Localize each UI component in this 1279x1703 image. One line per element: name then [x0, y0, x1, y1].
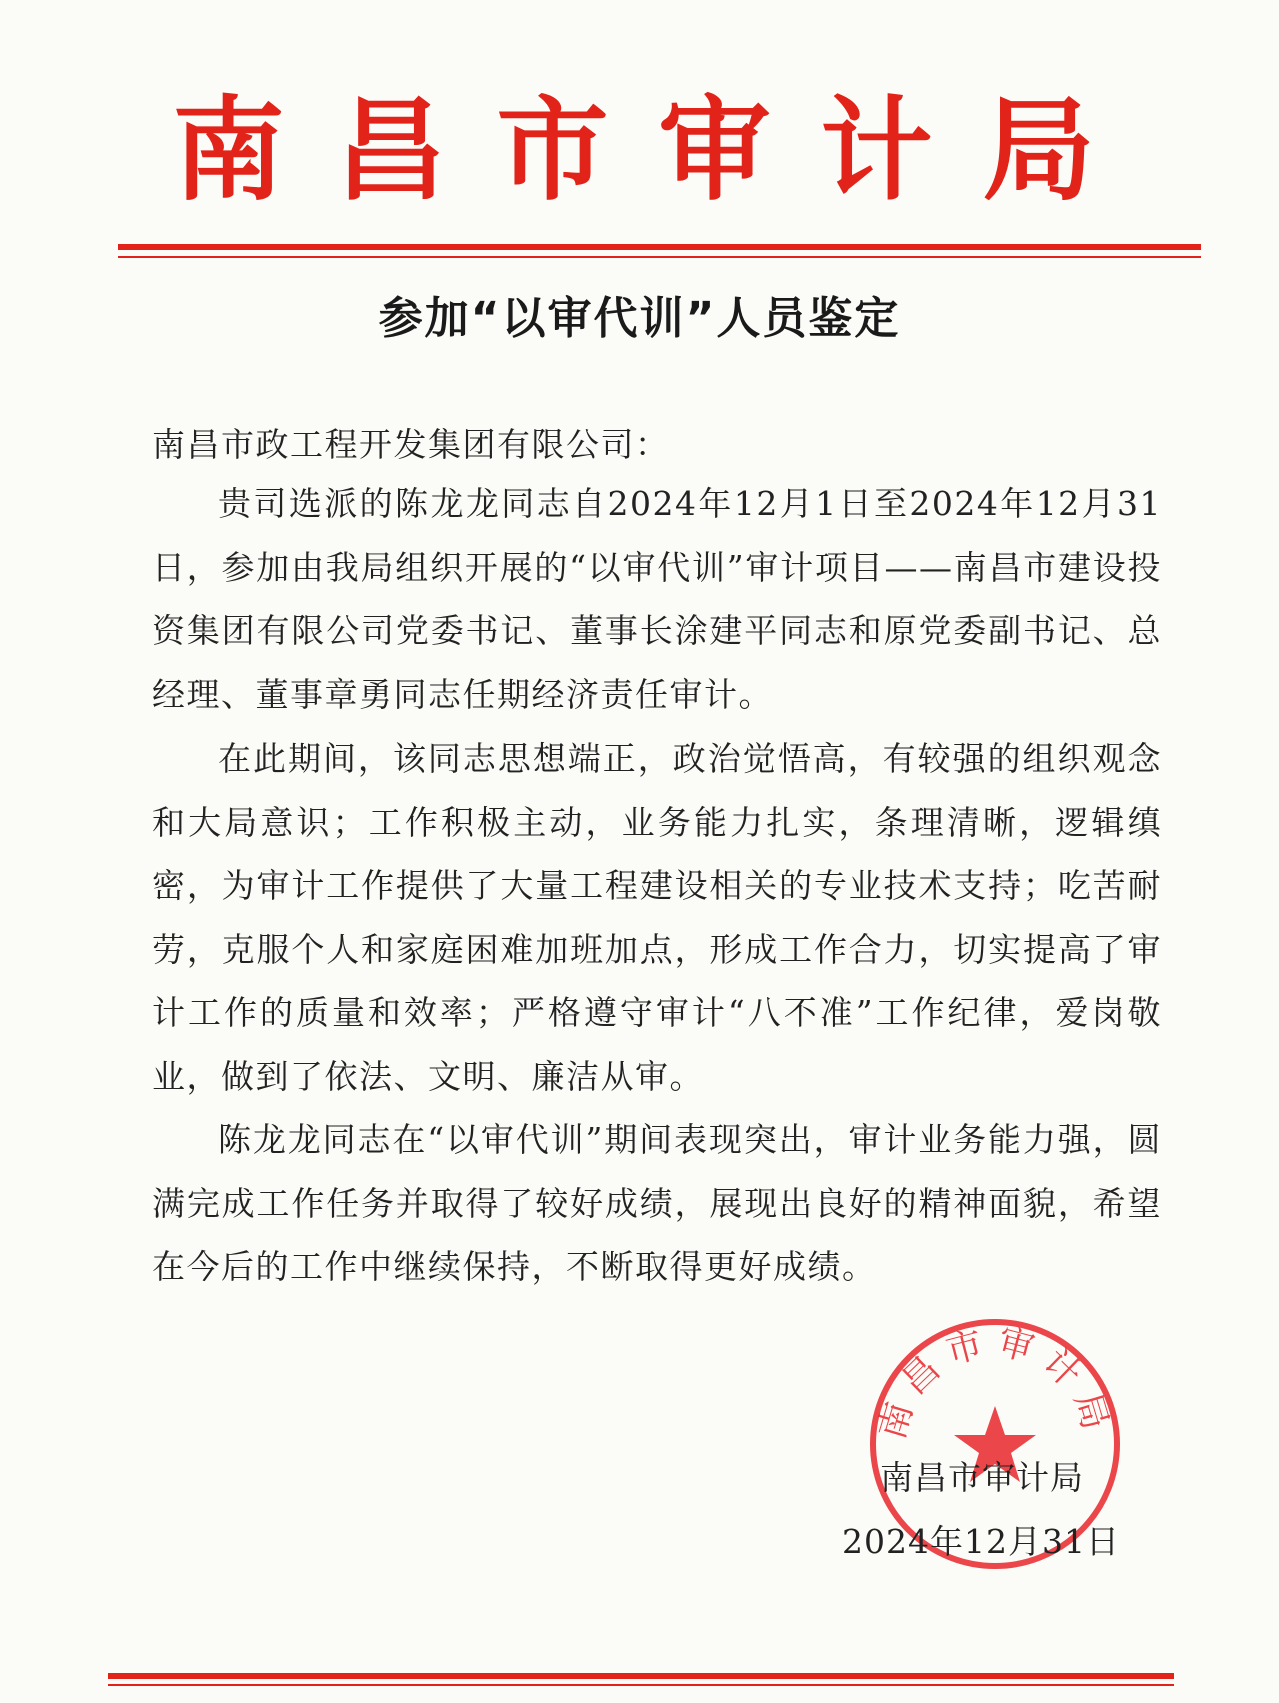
- paragraph-text: 在此期间，该同志思想端正，政治觉悟高，有较强的组织观念和大局意识；工作积极主动，业务能力扎实，条理清晰，逻辑缜密，为审计工作提供了大量工程建设相关的专业技术支持；吃苦耐劳，克服个人和家庭困难加班加点，形成工作合力，切实提高了审计工作的质量和效率；严格遵守审计“八不准”工作纪律，爱岗敬业，做到了依法、文明、廉洁从审。: [152, 739, 1162, 1096]
- body-paragraph-2: [152, 727, 1162, 1108]
- signature-signer: 南昌市审计局: [880, 1458, 1084, 1497]
- letterhead-org-name: 南昌市审计局: [172, 85, 1145, 216]
- body-paragraph-3: [152, 1108, 1162, 1299]
- paragraph-text: 陈龙龙同志在“以审代训”期间表现突出，审计业务能力强，圆满完成工作任务并取得了较好成绩，展现出良好的精神面貌，希望在今后的工作中继续保持，不断取得更好成绩。: [152, 1120, 1162, 1286]
- letterhead-rule-thick: [118, 244, 1201, 250]
- footer-rule-thin: [108, 1684, 1174, 1686]
- seal-text: 南昌市审计局: [871, 1321, 1119, 1444]
- letterhead-rule-thin: [118, 256, 1201, 258]
- footer-rule-thick: [108, 1673, 1174, 1679]
- salutation: 南昌市政工程开发集团有限公司：: [152, 425, 670, 464]
- document-title: 参加“以审代训”人员鉴定: [378, 293, 901, 344]
- body-paragraph-1: [152, 472, 1162, 726]
- paragraph-text: 贵司选派的陈龙龙同志自2024年12月1日至2024年12月31日，参加由我局组织开展的“以审代训”审计项目——南昌市建设投资集团有限公司党委书记、董事长涂建平同志和原党委副书记、总经理、董事章勇同志任期经济责任审计。: [152, 484, 1162, 714]
- signature-date: 2024年12月31日: [842, 1522, 1120, 1561]
